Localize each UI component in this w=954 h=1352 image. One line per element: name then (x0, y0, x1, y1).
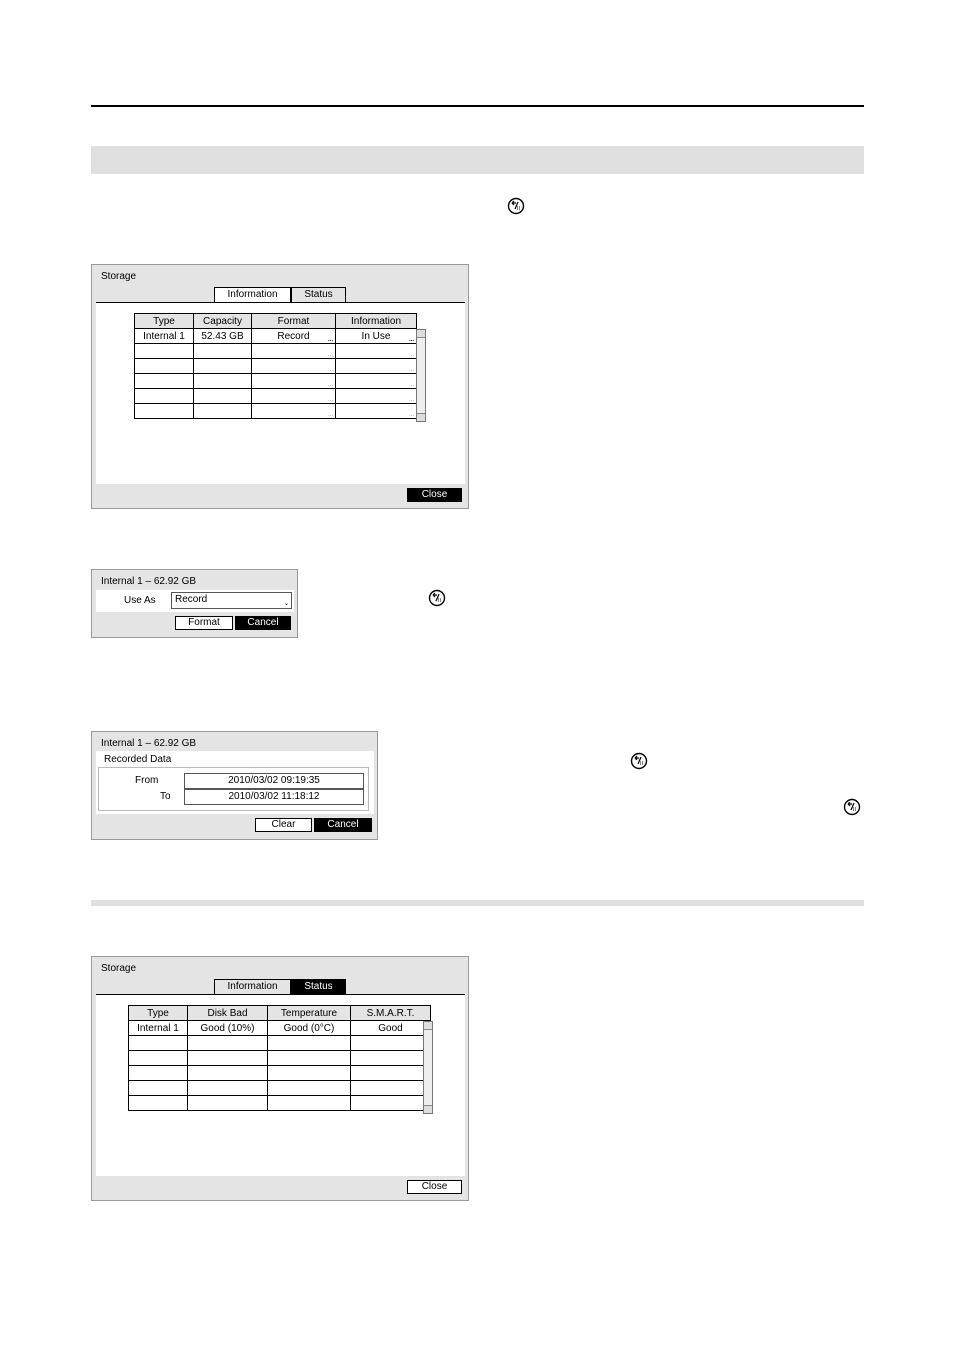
table-row[interactable] (129, 1036, 431, 1051)
column-header-format: Format (252, 314, 336, 329)
tab-status[interactable]: Status (291, 979, 346, 994)
storage-information-dialog (91, 264, 469, 509)
table-cell (268, 1036, 351, 1051)
ellipsis-icon[interactable]: ... (327, 367, 333, 373)
ellipsis-icon[interactable]: ... (327, 382, 333, 388)
format-dialog (91, 569, 298, 638)
storage-status-dialog (91, 956, 469, 1201)
ellipsis-icon[interactable]: ... (327, 412, 333, 418)
table-row[interactable] (129, 1021, 431, 1036)
cell-value: Good (0°C) (283, 1022, 335, 1034)
ellipsis-icon[interactable]: ... (408, 367, 414, 373)
table-cell (129, 1081, 188, 1096)
use-as-select[interactable] (171, 592, 292, 609)
table-cell (194, 374, 252, 389)
cell-value: Internal 1 (137, 1022, 179, 1034)
to-label: To (160, 791, 171, 802)
table-cell (268, 1021, 351, 1036)
close-button[interactable]: Close (407, 1180, 462, 1194)
table-cell (129, 1036, 188, 1051)
table-cell (252, 374, 336, 389)
table-cell (268, 1051, 351, 1066)
ellipsis-icon[interactable]: ... (408, 352, 414, 358)
storage-info-table (134, 313, 417, 419)
dialog-title: Internal 1 – 62.92 GB (101, 576, 197, 587)
ellipsis-icon[interactable]: ... (327, 337, 333, 343)
dialog-title: Storage (101, 271, 137, 282)
table-cell (351, 1051, 431, 1066)
from-field[interactable]: 2010/03/02 09:19:35 (184, 773, 364, 789)
cancel-button[interactable]: Cancel (235, 616, 291, 630)
svg-text:II: II (640, 761, 643, 767)
use-as-value: Record (175, 594, 208, 605)
table-cell (194, 359, 252, 374)
table-row[interactable] (135, 404, 417, 419)
table-row[interactable] (135, 374, 417, 389)
tab-information[interactable]: Information (214, 979, 291, 994)
dialog-title: Internal 1 – 62.92 GB (101, 738, 197, 749)
table-cell (336, 344, 417, 359)
ellipsis-icon[interactable]: ... (408, 337, 414, 343)
table-row[interactable] (129, 1066, 431, 1081)
table-cell (135, 344, 194, 359)
table-cell (351, 1036, 431, 1051)
table-cell (252, 329, 336, 344)
clear-button[interactable]: Clear (255, 818, 312, 832)
tab-underline (96, 994, 465, 995)
cell-value: Internal 1 (143, 330, 185, 342)
table-cell (188, 1021, 268, 1036)
table-row[interactable] (129, 1051, 431, 1066)
close-button[interactable]: Close (407, 488, 462, 502)
header-rule (91, 105, 864, 107)
table-cell (351, 1021, 431, 1036)
table-cell (129, 1066, 188, 1081)
cell-value: Good (10%) (200, 1022, 255, 1034)
table-cell (129, 1096, 188, 1111)
svg-text:II: II (517, 206, 520, 212)
column-header-disk-bad: Disk Bad (188, 1006, 268, 1021)
table-row[interactable] (129, 1081, 431, 1096)
table-cell (135, 329, 194, 344)
table-cell (336, 359, 417, 374)
column-header-type: Type (135, 314, 194, 329)
table-cell (129, 1051, 188, 1066)
table-cell (252, 389, 336, 404)
from-label: From (135, 775, 159, 786)
table-cell (194, 404, 252, 419)
use-as-label: Use As (124, 595, 156, 606)
table-cell (129, 1021, 188, 1036)
table-scrollbar[interactable] (423, 1021, 433, 1114)
table-cell (351, 1081, 431, 1096)
tab-information[interactable]: Information (214, 287, 291, 302)
table-cell (135, 374, 194, 389)
table-cell (188, 1066, 268, 1081)
table-cell (351, 1096, 431, 1111)
clear-data-dialog (91, 731, 378, 840)
section-heading-band (91, 146, 864, 174)
table-row[interactable] (135, 344, 417, 359)
cancel-button[interactable]: Cancel (314, 818, 372, 832)
table-cell (336, 389, 417, 404)
ellipsis-icon[interactable]: ... (327, 397, 333, 403)
storage-status-table (128, 1005, 431, 1111)
table-cell (194, 344, 252, 359)
enter-button-icon (843, 798, 861, 816)
table-cell (135, 404, 194, 419)
cell-value: 52.43 GB (201, 330, 244, 342)
dialog-title: Storage (101, 963, 137, 974)
table-row[interactable] (135, 329, 417, 344)
chevron-down-icon: ⌄ (283, 601, 289, 607)
table-cell (252, 404, 336, 419)
recorded-data-group-label: Recorded Data (104, 754, 172, 765)
tab-underline (96, 302, 465, 303)
table-row[interactable] (135, 389, 417, 404)
subsection-divider-band (91, 900, 864, 906)
to-field[interactable]: 2010/03/02 11:18:12 (184, 789, 364, 805)
enter-button-icon (428, 589, 446, 607)
cell-value: Record (277, 330, 310, 342)
table-cell (188, 1051, 268, 1066)
table-cell (336, 404, 417, 419)
table-cell (188, 1081, 268, 1096)
ellipsis-icon[interactable]: ... (408, 412, 414, 418)
table-cell (188, 1036, 268, 1051)
table-cell (252, 359, 336, 374)
table-row[interactable] (129, 1096, 431, 1111)
column-header-type: Type (129, 1006, 188, 1021)
table-cell (194, 329, 252, 344)
svg-text:II: II (438, 598, 441, 604)
table-cell (252, 344, 336, 359)
column-header-smart: S.M.A.R.T. (351, 1006, 431, 1021)
column-header-temperature: Temperature (268, 1006, 351, 1021)
table-cell (268, 1066, 351, 1081)
table-row[interactable] (135, 359, 417, 374)
cell-value: Good (378, 1022, 403, 1034)
table-scrollbar[interactable] (416, 329, 426, 422)
table-cell (336, 329, 417, 344)
table-cell (268, 1081, 351, 1096)
table-cell (194, 389, 252, 404)
cell-value: In Use (361, 330, 391, 342)
column-header-information: Information (336, 314, 417, 329)
table-cell (351, 1066, 431, 1081)
enter-button-icon (630, 752, 648, 770)
table-cell (135, 389, 194, 404)
table-cell (336, 374, 417, 389)
ellipsis-icon[interactable]: ... (408, 382, 414, 388)
ellipsis-icon[interactable]: ... (408, 397, 414, 403)
column-header-capacity: Capacity (194, 314, 252, 329)
enter-button-icon (507, 197, 525, 215)
tab-status[interactable]: Status (291, 287, 346, 302)
table-cell (135, 359, 194, 374)
svg-text:II: II (853, 807, 856, 813)
ellipsis-icon[interactable]: ... (327, 352, 333, 358)
table-cell (268, 1096, 351, 1111)
table-cell (188, 1096, 268, 1111)
format-button[interactable]: Format (175, 616, 233, 630)
